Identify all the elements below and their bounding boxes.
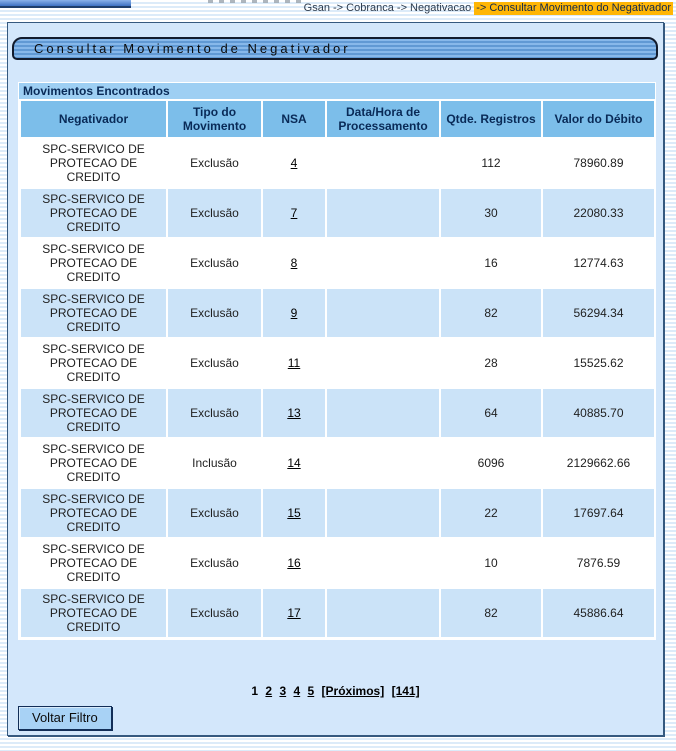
cell-qtde: 112 — [441, 139, 541, 187]
table-row — [21, 439, 654, 487]
table-row — [21, 239, 654, 287]
cell-tipo: Inclusão — [168, 439, 261, 487]
cell-data-hora — [327, 489, 439, 537]
cell-negativador: SPC-SERVICO DE PROTECAO DE CREDITO — [21, 539, 166, 587]
cell-tipo: Exclusão — [168, 189, 261, 237]
main-panel — [7, 22, 664, 736]
cell-tipo: Exclusão — [168, 239, 261, 287]
cell-negativador: SPC-SERVICO DE PROTECAO DE CREDITO — [21, 389, 166, 437]
cell-negativador: SPC-SERVICO DE PROTECAO DE CREDITO — [21, 439, 166, 487]
column-header: Data/Hora de Processamento — [327, 101, 439, 137]
cell-valor: 12774.63 — [543, 239, 654, 287]
cell-valor: 56294.34 — [543, 289, 654, 337]
pagination-link[interactable]: 3 — [279, 684, 287, 698]
breadcrumb-current-page: -> Consultar Movimento do Negativador — [476, 2, 671, 14]
nsa-link[interactable]: 4 — [290, 156, 298, 170]
cell-nsa — [263, 139, 325, 187]
page-title-label: Consultar Movimento de Negativador — [34, 41, 351, 56]
cell-negativador: SPC-SERVICO DE PROTECAO DE CREDITO — [21, 589, 166, 637]
cell-qtde: 22 — [441, 489, 541, 537]
nsa-link[interactable]: 9 — [290, 306, 298, 320]
cell-valor: 15525.62 — [543, 339, 654, 387]
nsa-link[interactable]: 11 — [287, 356, 301, 370]
cell-nsa — [263, 539, 325, 587]
cell-negativador: SPC-SERVICO DE PROTECAO DE CREDITO — [21, 489, 166, 537]
cell-data-hora — [327, 189, 439, 237]
cell-data-hora — [327, 439, 439, 487]
cell-valor: 78960.89 — [543, 139, 654, 187]
nsa-link[interactable]: 15 — [287, 506, 301, 520]
cell-negativador: SPC-SERVICO DE PROTECAO DE CREDITO — [21, 339, 166, 387]
cell-data-hora — [327, 289, 439, 337]
cell-tipo: Exclusão — [168, 489, 261, 537]
cell-qtde: 28 — [441, 339, 541, 387]
table-row — [21, 589, 654, 637]
cell-valor: 45886.64 — [543, 589, 654, 637]
table-caption: Movimentos Encontrados — [19, 83, 655, 99]
cell-valor: 22080.33 — [543, 189, 654, 237]
cell-qtde: 10 — [441, 539, 541, 587]
cell-nsa — [263, 589, 325, 637]
nsa-link[interactable]: 7 — [290, 206, 298, 220]
clipped-top-menu-bar — [0, 0, 131, 8]
cell-negativador: SPC-SERVICO DE PROTECAO DE CREDITO — [21, 289, 166, 337]
cell-qtde: 16 — [441, 239, 541, 287]
pagination-current-page: 1 — [251, 684, 259, 698]
cell-negativador: SPC-SERVICO DE PROTECAO DE CREDITO — [21, 239, 166, 287]
cell-nsa — [263, 339, 325, 387]
cell-data-hora — [327, 139, 439, 187]
table-row — [21, 489, 654, 537]
table-row — [21, 189, 654, 237]
pagination-link[interactable]: [141] — [391, 684, 420, 698]
movements-table-wrap — [18, 82, 656, 640]
cell-qtde: 6096 — [441, 439, 541, 487]
pagination-link[interactable]: 2 — [265, 684, 273, 698]
cell-tipo: Exclusão — [168, 589, 261, 637]
cell-tipo: Exclusão — [168, 139, 261, 187]
column-header: Qtde. Registros — [441, 101, 541, 137]
table-body — [21, 139, 654, 637]
cell-qtde: 64 — [441, 389, 541, 437]
nsa-link[interactable]: 14 — [287, 456, 301, 470]
page-title — [12, 37, 658, 60]
column-header: NSA — [263, 101, 325, 137]
cell-tipo: Exclusão — [168, 539, 261, 587]
cell-data-hora — [327, 589, 439, 637]
cell-tipo: Exclusão — [168, 389, 261, 437]
cell-qtde: 82 — [441, 589, 541, 637]
breadcrumb — [304, 2, 673, 14]
pagination — [8, 684, 663, 698]
cell-tipo: Exclusão — [168, 289, 261, 337]
column-header: Valor do Débito — [543, 101, 654, 137]
cell-nsa — [263, 239, 325, 287]
nsa-link[interactable]: 17 — [287, 606, 301, 620]
nsa-link[interactable]: 8 — [290, 256, 298, 270]
column-header: Negativador — [21, 101, 166, 137]
cell-nsa — [263, 189, 325, 237]
clipped-menu-text-fragment — [208, 0, 304, 3]
cell-negativador: SPC-SERVICO DE PROTECAO DE CREDITO — [21, 139, 166, 187]
pagination-link[interactable]: [Próximos] — [321, 684, 385, 698]
cell-data-hora — [327, 239, 439, 287]
pagination-link[interactable]: 5 — [307, 684, 315, 698]
cell-qtde: 82 — [441, 289, 541, 337]
nsa-link[interactable]: 16 — [287, 556, 301, 570]
voltar-filtro-button[interactable]: Voltar Filtro — [18, 706, 112, 730]
cell-negativador: SPC-SERVICO DE PROTECAO DE CREDITO — [21, 189, 166, 237]
table-row — [21, 339, 654, 387]
cell-data-hora — [327, 389, 439, 437]
table-row — [21, 139, 654, 187]
cell-valor: 17697.64 — [543, 489, 654, 537]
cell-nsa — [263, 389, 325, 437]
cell-qtde: 30 — [441, 189, 541, 237]
breadcrumb-trail: Gsan -> Cobranca -> Negativacao — [303, 2, 475, 14]
table-row — [21, 539, 654, 587]
cell-valor: 7876.59 — [543, 539, 654, 587]
movements-table — [19, 99, 656, 639]
cell-valor: 40885.70 — [543, 389, 654, 437]
pagination-link[interactable]: 4 — [293, 684, 301, 698]
table-row — [21, 289, 654, 337]
nsa-link[interactable]: 13 — [287, 406, 301, 420]
cell-valor: 2129662.66 — [543, 439, 654, 487]
table-row — [21, 389, 654, 437]
table-header-row — [21, 101, 654, 137]
column-header: Tipo do Movimento — [168, 101, 261, 137]
cell-data-hora — [327, 339, 439, 387]
cell-nsa — [263, 289, 325, 337]
cell-data-hora — [327, 539, 439, 587]
cell-tipo: Exclusão — [168, 339, 261, 387]
cell-nsa — [263, 489, 325, 537]
cell-nsa — [263, 439, 325, 487]
